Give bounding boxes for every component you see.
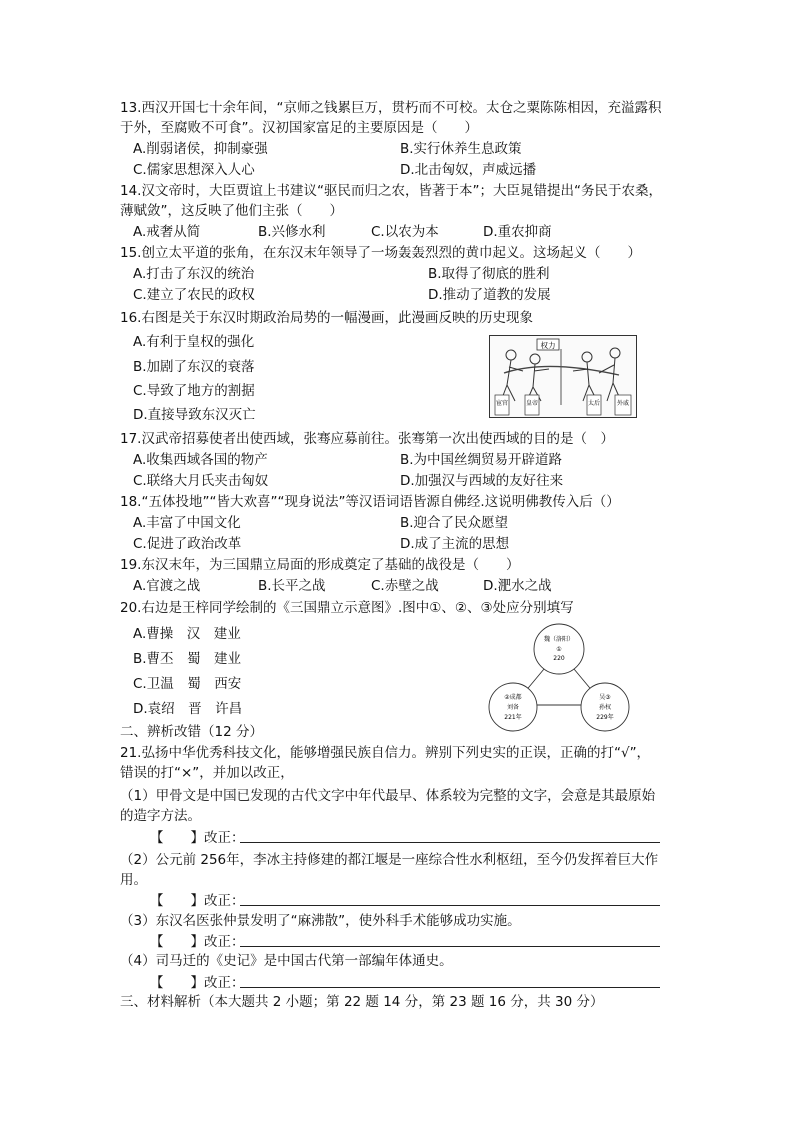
question-14-line2: 薄赋敛”，这反映了他们主张（ ） bbox=[120, 203, 343, 219]
diagram-shu-year: 221年 bbox=[504, 714, 522, 721]
q20-option-d: D.袁绍 晋 许昌 bbox=[133, 701, 243, 717]
q21-item-2-line2: 用。 bbox=[120, 872, 147, 888]
q21-item-3-line1: （3）东汉名医张仲景发明了“麻沸散”，使外科手术能够成功实施。 bbox=[120, 913, 521, 929]
diagram-slot-3: 吴③ bbox=[599, 694, 611, 701]
question-13-line1: 13.西汉开国七十余年间，“京师之钱累巨万，贯朽而不可校。太仓之粟陈陈相因，充溢露积 bbox=[120, 100, 662, 116]
q17-option-a: A.收集西域各国的物产 bbox=[133, 452, 268, 468]
q17-option-b: B.为中国丝绸贸易开辟道路 bbox=[400, 452, 563, 468]
q21-item-3-correction-line[interactable] bbox=[240, 946, 660, 947]
q13-option-d: D.北击匈奴，声威远播 bbox=[400, 162, 537, 178]
q21-item-1-judgement: 【 】改正： bbox=[150, 830, 245, 846]
q21-item-3-judgement: 【 】改正： bbox=[150, 934, 245, 950]
q19-option-a: A.官渡之战 bbox=[133, 578, 201, 594]
q20-option-a: A.曹操 汉 建业 bbox=[133, 626, 241, 642]
q16-option-c: C.导致了地方的割据 bbox=[133, 383, 255, 399]
cartoon-label-emperor: 皇帝 bbox=[525, 400, 539, 407]
cartoon-label-empress-dowager: 太后 bbox=[587, 400, 601, 407]
q19-option-c: C.赤壁之战 bbox=[371, 578, 439, 594]
q13-option-b: B.实行休养生息政策 bbox=[400, 141, 522, 157]
section-3-heading: 三、材料解析（本大题共 2 小题；第 22 题 14 分，第 23 题 16 分，共 30 分） bbox=[120, 994, 604, 1010]
q19-option-d: D.淝水之战 bbox=[483, 578, 552, 594]
question-21-line2: 错误的打“×”，并加以改正， bbox=[120, 765, 294, 781]
q17-option-c: C.联络大月氏夹击匈奴 bbox=[133, 473, 269, 489]
diagram-slot-2: ②成都 bbox=[504, 694, 522, 701]
q16-option-b: B.加剧了东汉的衰落 bbox=[133, 359, 255, 375]
q20-option-b: B.曹丕 蜀 建业 bbox=[133, 651, 242, 667]
question-19-line1: 19.东汉末年，为三国鼎立局面的形成奠定了基础的战役是（ ） bbox=[120, 557, 520, 573]
diagram-wu-year: 229年 bbox=[596, 714, 614, 721]
diagram-liu-bei: 刘备 bbox=[506, 704, 520, 711]
q14-option-a: A.戒奢从简 bbox=[133, 224, 201, 240]
q14-option-b: B.兴修水利 bbox=[258, 224, 326, 240]
q18-option-a: A.丰富了中国文化 bbox=[133, 515, 241, 531]
question-21-line1: 21.弘扬中华优秀科技文化，能够增强民族自信力。辨别下列史实的正误，正确的打“√”， bbox=[120, 745, 651, 761]
q15-option-d: D.推动了道教的发展 bbox=[428, 287, 551, 303]
q15-option-a: A.打击了东汉的统治 bbox=[133, 266, 255, 282]
question-18-line1: 18.“五体投地”“皆大欢喜”“现身说法”等汉语词语皆源自佛经.这说明佛教传入后（） bbox=[120, 494, 620, 510]
q16-option-d: D.直接导致东汉灭亡 bbox=[133, 407, 256, 423]
q18-option-d: D.成了主流的思想 bbox=[400, 536, 510, 552]
q18-option-c: C.促进了政治改革 bbox=[133, 536, 242, 552]
cartoon-label-eunuch: 宦官 bbox=[495, 400, 509, 407]
q15-option-c: C.建立了农民的政权 bbox=[133, 287, 255, 303]
q16-option-a: A.有利于皇权的强化 bbox=[133, 334, 255, 350]
q21-item-2-correction-line[interactable] bbox=[240, 905, 660, 906]
q20-option-c: C.卫温 蜀 西安 bbox=[133, 676, 242, 692]
q21-item-1-correction-line[interactable] bbox=[240, 842, 660, 843]
q21-item-1-line1: （1）甲骨文是中国已发现的古代文字中年代最早、体系较为完整的文字，会意是其最原始 bbox=[120, 788, 656, 804]
political-cartoon-image bbox=[489, 335, 637, 418]
diagram-wei-title: 魏（洛阳） bbox=[543, 636, 575, 643]
question-13-line2: 于外，至腐败不可食”。汉初国家富足的主要原因是（ ） bbox=[120, 120, 478, 136]
question-17-line1: 17.汉武帝招募使者出使西域，张骞应募前往。张骞第一次出使西域的目的是（ ） bbox=[120, 431, 614, 447]
question-16-line1: 16.右图是关于东汉时期政治局势的一幅漫画，此漫画反映的历史现象 bbox=[120, 310, 533, 326]
cartoon-label-consort-clan: 外戚 bbox=[616, 400, 630, 407]
question-14-line1: 14.汉文帝时，大臣贾谊上书建议“驱民而归之农，皆著于本”；大臣晁错提出“务民于农桑， bbox=[120, 183, 662, 199]
q21-item-1-line2: 的造字方法。 bbox=[120, 808, 201, 824]
section-2-heading: 二、辨析改错（12 分） bbox=[120, 724, 263, 740]
diagram-wei-year: 220 bbox=[553, 655, 565, 662]
q21-item-2-judgement: 【 】改正： bbox=[150, 893, 245, 909]
q19-option-b: B.长平之战 bbox=[258, 578, 326, 594]
q21-item-4-correction-line[interactable] bbox=[240, 987, 660, 988]
q14-option-c: C.以农为本 bbox=[371, 224, 439, 240]
three-kingdoms-diagram bbox=[486, 623, 632, 733]
q17-option-d: D.加强汉与西域的友好往来 bbox=[400, 473, 564, 489]
question-20-line1: 20.右边是王梓同学绘制的《三国鼎立示意图》.图中①、②、③处应分别填写 bbox=[120, 600, 574, 616]
diagram-sun-quan: 孙权 bbox=[598, 704, 612, 711]
q18-option-b: B.迎合了民众愿望 bbox=[400, 515, 509, 531]
cartoon-label-power: 权力 bbox=[540, 341, 556, 350]
question-15-line1: 15.创立太平道的张角，在东汉末年领导了一场轰轰烈烈的黄巾起义。这场起义（ ） bbox=[120, 245, 641, 261]
diagram-slot-1: ① bbox=[556, 646, 562, 653]
q14-option-d: D.重农抑商 bbox=[483, 224, 552, 240]
q21-item-4-judgement: 【 】改正： bbox=[150, 975, 245, 991]
q13-option-a: A.削弱诸侯，抑制豪强 bbox=[133, 141, 268, 157]
q21-item-4-line1: （4）司马迁的《史记》是中国古代第一部编年体通史。 bbox=[120, 953, 453, 969]
q15-option-b: B.取得了彻底的胜利 bbox=[428, 266, 550, 282]
q13-option-c: C.儒家思想深入人心 bbox=[133, 162, 255, 178]
q21-item-2-line1: （2）公元前 256年，李冰主持修建的都江堰是一座综合性水利枢纽，至今仍发挥着巨大作 bbox=[120, 852, 659, 868]
